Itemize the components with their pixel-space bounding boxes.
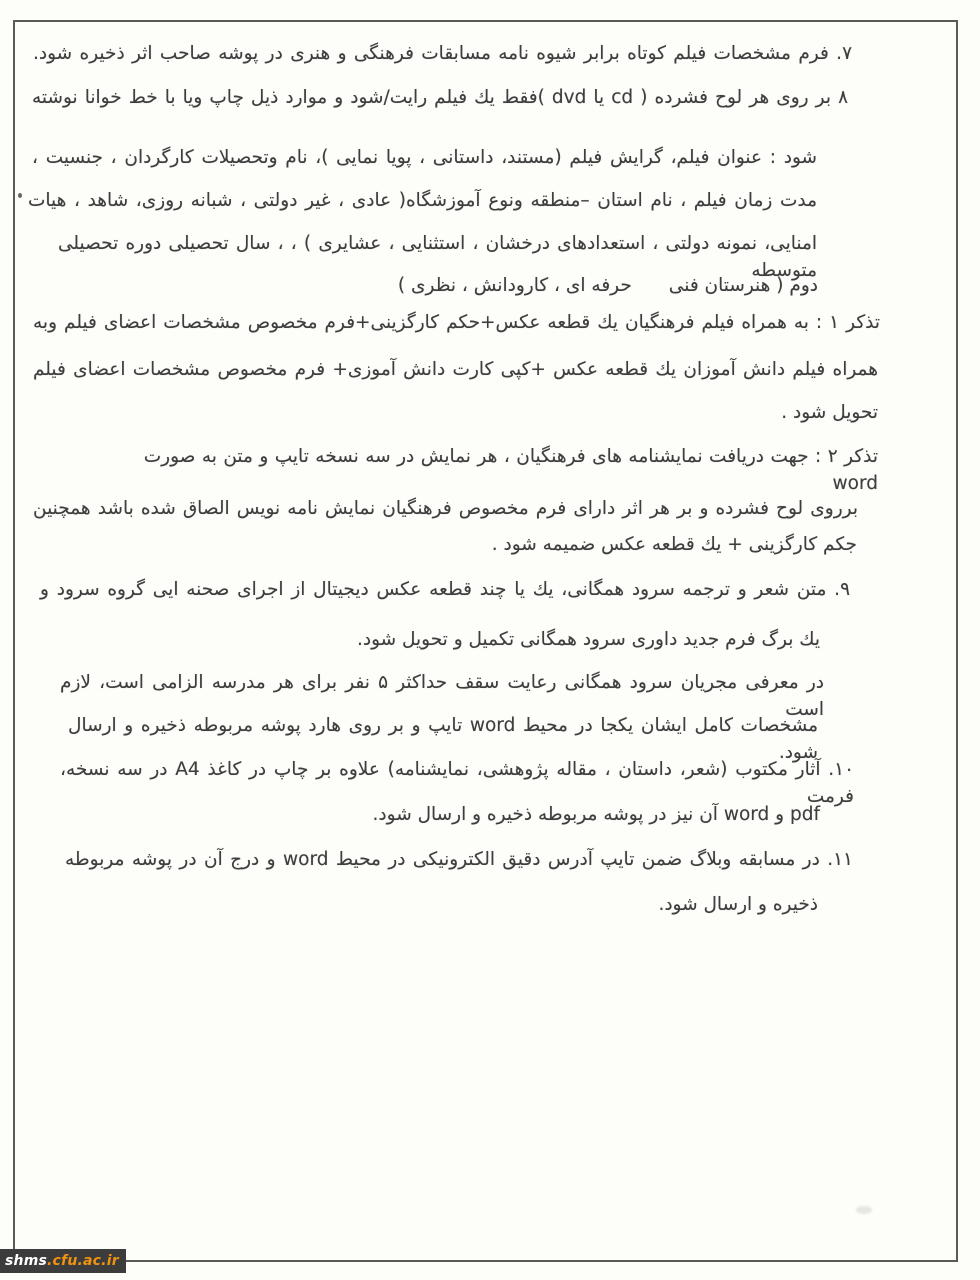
- text-line: شود : عنوان فيلم، گرايش فيلم (مستند، داستانى ، پويا نمايى )، نام وتحصيلات كارگردان ، جنسيت ،: [32, 147, 817, 168]
- text-line: ذخيره و ارسال شود.: [658, 894, 818, 915]
- text-line: ۸ بر روى هر لوح فشرده ( cd يا dvd )فقط يك فيلم رايت/شود و موارد ذيل چاپ ويا با خط خوانا نوشته: [32, 87, 849, 108]
- text-line: pdf و word آن نيز در پوشه مربوطه ذخيره و ارسال شود.: [372, 804, 820, 825]
- watermark-suffix: .cfu.ac.ir: [47, 1253, 119, 1269]
- text-line: مشخصات كامل ايشان يكجا در محيط word تايپ و بر روى هارد پوشه مربوطه ذخيره و ارسال شود.: [68, 715, 818, 763]
- text-line: دوم ( هنرستان فنى حرفه اى ، كارودانش ، نظرى ): [397, 275, 818, 296]
- watermark-prefix: shms: [5, 1253, 48, 1269]
- text-line: يك برگ فرم جديد داورى سرود همگانى تكميل و تحويل شود.: [356, 629, 820, 650]
- text-line: برروى لوح فشرده و بر هر اثر داراى فرم مخصوص فرهنگيان نمايش نامه نويس الصاق شده باشد همچنين: [33, 498, 858, 519]
- text-line: امنايى، نمونه دولتى ، استعدادهاى درخشان ، استثنايى ، عشايرى ) ، ، سال تحصيلى دوره تحصيلى متوسطه: [58, 233, 817, 281]
- site-watermark: [0, 1249, 126, 1273]
- text-line: تحويل شود .: [781, 402, 878, 423]
- text-line: همراه فيلم دانش آموزان يك قطعه عكس +كپى كارت دانش آموزى+ فرم مخصوص مشخصات اعضاى فيلم: [33, 359, 878, 380]
- text-line: ۱۰. آثار مكتوب (شعر، داستان ، مقاله پژوهشى، نمايشنامه) علاوه بر چاپ در كاغذ A4 در سه نسخه، فرمت: [60, 759, 855, 807]
- text-line: تذكر ۲ : جهت دريافت نمايشنامه هاى فرهنگيان ، هر نمايش در سه نسخه تايپ و متن به صورت word: [116, 446, 878, 494]
- text-line: در معرفى مجريان سرود همگانى رعايت سقف حداكثر ۵ نفر براى هر مدرسه الزامى است، لازم است: [60, 672, 824, 720]
- text-line: مدت زمان فيلم ، نام استان –منطقه ونوع آموزشگاه( عادى ، غير دولتى ، شبانه روزى، شاهد ، هيات: [28, 190, 817, 211]
- text-line: ۹. متن شعر و ترجمه سرود همگانى، يك يا چند قطعه عكس ديجيتال از اجراى صحنه ايى گروه سرود و: [40, 579, 850, 600]
- text-line: جكم كارگزينى + يك قطعه عكس ضميمه شود .: [491, 534, 857, 555]
- text-line: ۷. فرم مشخصات فيلم كوتاه برابر شيوه نامه مسابقات فرهنگى و هنرى در پوشه صاحب اثر ذخيره شود.: [33, 43, 852, 64]
- text-line: تذكر ۱ : به همراه فيلم فرهنگيان يك قطعه عكس+حكم كارگزينى+فرم مخصوص مشخصات اعضاى فيلم وبه: [33, 312, 880, 333]
- text-line: ۱۱. در مسابقه وبلاگ ضمن تايپ آدرس دقيق الكترونيكى در محيط word و درج آن در پوشه مربوطه: [65, 849, 853, 870]
